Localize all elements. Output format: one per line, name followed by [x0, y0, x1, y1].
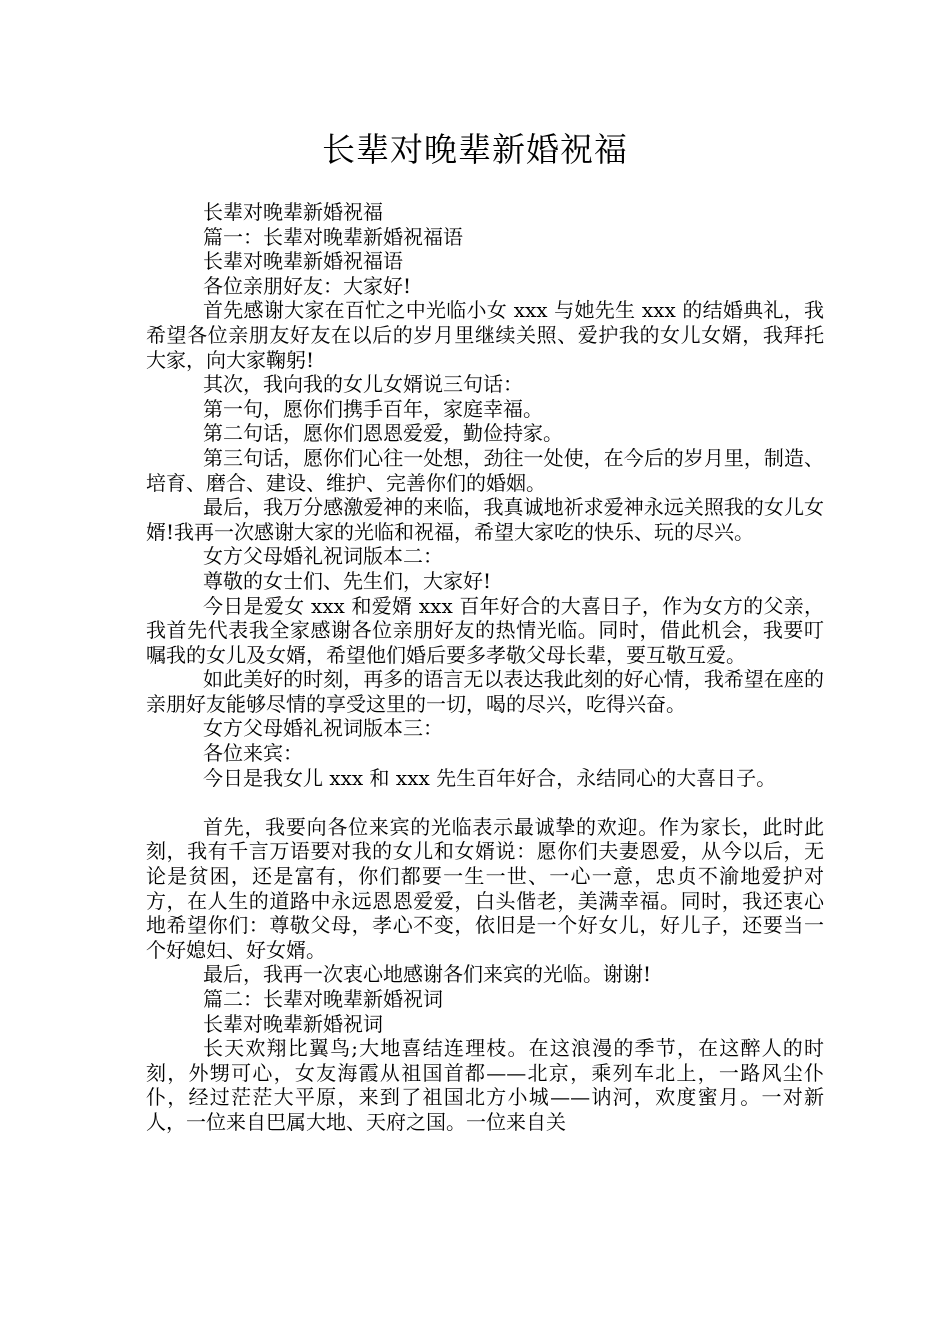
paragraph: 女方父母婚礼祝词版本二： [203, 544, 443, 569]
paragraph: 长天欢翔比翼鸟;大地喜结连理枝。在这浪漫的季节，在这醉人的时刻，外甥可心，女友海霞从祖国首都——北京，乘列车北上，一路风尘仆仆，经过茫茫大平原，来到了祖国北方小城——讷河，欢度蜜月。一对新人，一位来自巴属大地、天府之国。一位来自关 [146, 1036, 824, 1134]
paragraph: 今日是我女儿 xxx 和 xxx 先生百年好合，永结同心的大喜日子。 [203, 765, 777, 790]
paragraph: 首先感谢大家在百忙之中光临小女 xxx 与她先生 xxx 的结婚典礼，我希望各位亲朋友好友在以后的岁月里继续关照、爱护我的女儿女婿，我拜托大家，向大家鞠躬! [146, 298, 824, 372]
paragraph: 最后，我再一次衷心地感谢各们来宾的光临。谢谢! [203, 962, 652, 987]
paragraph: 各位亲朋好友：大家好! [203, 273, 412, 298]
blank-line [146, 790, 824, 815]
paragraph: 今日是爱女 xxx 和爱婿 xxx 百年好合的大喜日子，作为女方的父亲，我首先代表我全家感谢各位亲朋好友的热情光临。同时，借此机会，我要叮嘱我的女儿及女婿，希望他们婚后要多孝敬父母长辈，要互敬互爱。 [146, 593, 824, 667]
paragraph: 长辈对晚辈新婚祝词 [203, 1011, 383, 1036]
paragraph: 第三句话，愿你们心往一处想，劲往一处使，在今后的岁月里，制造、培育、磨合、建设、维护、完善你们的婚姻。 [146, 445, 824, 495]
document-body [146, 200, 824, 1135]
paragraph: 其次，我向我的女儿女婿说三句话： [203, 372, 523, 397]
paragraph: 篇一：长辈对晚辈新婚祝福语 [203, 224, 463, 249]
paragraph: 长辈对晚辈新婚祝福 [203, 200, 383, 224]
paragraph: 第二句话，愿你们恩恩爱爱，勤俭持家。 [203, 421, 563, 446]
paragraph: 最后，我万分感激爱神的来临，我真诚地祈求爱神永远关照我的女儿女婿!我再一次感谢大家的光临和祝福，希望大家吃的快乐、玩的尽兴。 [146, 495, 824, 544]
paragraph: 第一句，愿你们携手百年，家庭幸福。 [203, 396, 543, 421]
paragraph: 篇二：长辈对晚辈新婚祝词 [203, 987, 443, 1011]
paragraph: 尊敬的女士们、先生们，大家好! [203, 568, 492, 593]
paragraph: 如此美好的时刻，再多的语言无以表达我此刻的好心情，我希望在座的亲朋好友能够尽情的享受这里的一切，喝的尽兴，吃得兴奋。 [146, 667, 824, 716]
document-title: 长辈对晚辈新婚祝福 [322, 130, 628, 169]
paragraph: 女方父母婚礼祝词版本三： [203, 716, 443, 741]
paragraph: 首先，我要向各位来宾的光临表示最诚挚的欢迎。作为家长，此时此刻，我有千言万语要对我的女儿和女婿说：愿你们夫妻恩爱，从今以后，无论是贫困，还是富有，你们都要一生一世、一心一意，忠贞不渝地爱护对方，在人生的道路中永远恩恩爱爱，白头偕老，美满幸福。同时，我还衷心地希望你们：尊敬父母，孝心不变，依旧是一个好女儿，好儿子，还要当一个好媳妇、好女婿。 [146, 814, 824, 962]
paragraph: 各位来宾： [203, 741, 303, 766]
paragraph: 长辈对晚辈新婚祝福语 [203, 249, 403, 274]
